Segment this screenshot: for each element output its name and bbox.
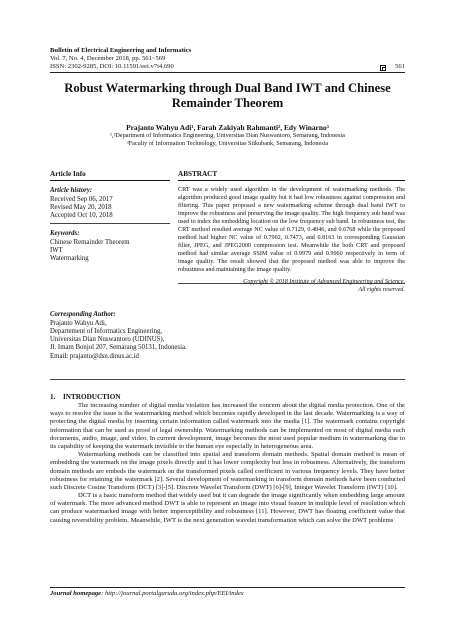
affiliation-2: ³Faculty of Information Technology, Universitas Stikubank, Semarang, Indonesia — [126, 139, 329, 147]
article-info-heading: Article Info — [50, 170, 170, 181]
keyword-item: IWT — [50, 247, 63, 255]
corresponding-email[interactable]: Email: prajanto@dsn.dinus.ac.id — [50, 352, 139, 360]
abstract-bottom-rule — [178, 283, 405, 284]
history-revised: Revised May 20, 2018 — [50, 203, 112, 211]
body-paragraph: DCT is a basic transform method that widely used but it can degrade the image significantly when embedding large amount of watermark. The more advanced method DWT is able to represent an image into visual feature in multiple level of resolution which can produce watermarked image with better imperceptibility and robustness [11]. However, DWT has floating coefficient value that causing reversibility problem. Meanwhile, IWT is the next generation wavelet transformation which can solve the DWT problems — [50, 492, 405, 524]
paper-title: Robust Watermarking through Dual Band IWT and Chinese Remainder Theorem — [64, 81, 391, 110]
abstract-text: CRT was a widely used algorithm in the development of watermarking methods. The algorithm produced good image quality but it had low robustness against compression and filtering. This paper proposed a new watermarking scheme through dual band IWT to improve the robustness and preserving the image quality. The high frequency sub band was used to index the embedding location on the low frequency sub band. In robustness test, the CRT method resulted average NC value of 0.7129, 0.4846, and 0.6768 while the proposed method had higher NC value of 0.7902, 0.7473, and 0.8163 in corresponding Gaussian filter, JPEG, and JPEG2000 compression test. Meanwhile the both CRT and proposed method had similar average SSIM value of 0.9979 and 0.9960 respectively in term of image quality. The result showed that the proposed method was able to improve the robustness and maintaining the image quality. — [178, 186, 405, 273]
header-rule — [50, 72, 405, 73]
section-title: INTRODUCTION — [63, 393, 121, 401]
corresponding-rule — [50, 379, 405, 380]
volume-info: Vol. 7, No. 4, December 2018, pp. 561~569 — [50, 55, 166, 63]
journal-name: Bulletin of Electrical Engineering and Informatics — [50, 47, 192, 54]
page-number: 561 — [395, 63, 405, 71]
issn-doi: ISSN: 2302-9285, DOI: 10.11591/eei.v7i4.690 — [50, 63, 174, 71]
history-heading: Article history: — [50, 187, 93, 194]
keyword-item: Chinese Remainder Theorem — [50, 238, 130, 246]
affiliation-1: ¹,²Department of Informatics Engineering, Universitas Dian Nuswantoro, Semarang, Indonesia — [110, 132, 345, 139]
copyright-notice — [178, 279, 405, 294]
journal-footer — [50, 590, 405, 598]
affiliations — [50, 132, 405, 147]
history-received: Received Sep 06, 2017 — [50, 195, 113, 203]
history-box — [50, 187, 170, 224]
page-number-group — [380, 63, 405, 71]
corresponding-dept: Departement of Informatics Engineering, — [50, 327, 163, 335]
issn-row — [50, 63, 405, 71]
copyright-line: Copyright © 2018 Institute of Advanced Engineering and Science. — [243, 279, 405, 286]
bookmark-icon — [380, 65, 386, 71]
corresponding-name: Prajanto Wahyu Adi, — [50, 319, 107, 327]
keywords-box — [50, 230, 170, 263]
history-accepted: Accepted Oct 10, 2018 — [50, 212, 113, 220]
introduction-section — [50, 393, 405, 525]
homepage-label: Journal homepage — [50, 590, 102, 597]
section-heading — [50, 393, 405, 402]
article-info-column — [50, 170, 170, 264]
footer-rule — [50, 587, 405, 588]
keyword-item: Watermarking — [50, 255, 89, 263]
body-paragraph: The increasing number of digital media violation has increased the concern about the digital media protection. One of the ways to resolve the issue is the watermarking method which becomes rapidly developed in the last decade. Watermarking is a way of protecting the digital media by inserting certain information called watermark into the media [1]. The watermark contains copyright information that can be used as proof of legal ownership. Watermarking methods can be implemented on most of digital media such documents, audio, image, and video. In current development, image becomes the most used popular medium in watermarking due to its capability of keeping the watermark invisible to the human eye especially in heterogeneous area. — [50, 402, 405, 450]
body-paragraph: Watermarking methods can be classified into spatial and transform domain methods. Spatial domain method is mean of embedding the watermark on the image pixels directly and it has lower complexity but less in robustness. Alternatively, the transform domain methods are embeds the watermark on the transformed pixels called coefficient in various frequency levels. They have better robustness for retaining the watermark [2]. Several development of watermarking in transform domain methods have been conducted such Discrete Cosine Transform (DCT) [3]-[5]. Discrete Wavelet Transform (DWT) [6]-[9], Integer Wavelet Transform (IWT) [10]. — [50, 451, 405, 491]
corresponding-univ: Universitas Dian Nuswantoro (UDINUS), — [50, 336, 165, 344]
abstract-column — [178, 170, 405, 295]
rights-line: All rights reserved. — [358, 287, 405, 294]
abstract-heading: ABSTRACT — [178, 170, 405, 181]
corresponding-heading: Corresponding Author: — [50, 311, 116, 318]
journal-header — [50, 47, 405, 72]
corresponding-author — [50, 311, 405, 361]
keywords-heading: Keywords: — [50, 230, 80, 238]
corresponding-address: Jl. Imam Bonjol 207, Semarang 50131, Indonesia. — [50, 344, 187, 352]
homepage-url[interactable]: : http://journal.portalgaruda.org/index.php/EEI/index — [101, 590, 244, 597]
author-list: Prajanto Wahyu Adi¹, Farah Zakiyah Rahmanti², Edy Winarno³ — [126, 123, 329, 132]
section-number: 1. — [50, 393, 56, 401]
